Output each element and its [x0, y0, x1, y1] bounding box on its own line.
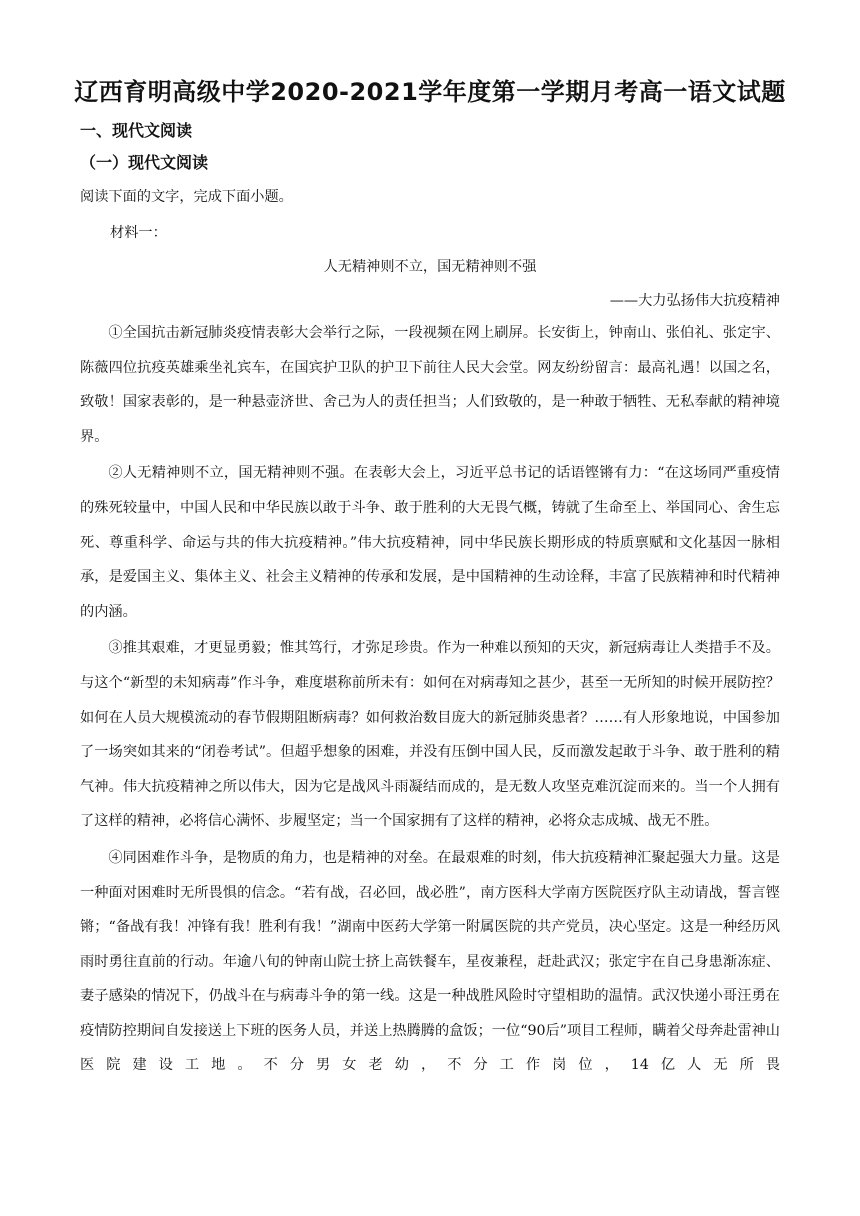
- article-body: [80, 316, 780, 1085]
- page-title: 辽西育明高级中学2020-2021学年度第一学期月考高一语文试题: [74, 78, 786, 106]
- paragraph-2: ②人无精神则不立，国无精神则不强。在表彰大会上，习近平总书记的话语铿锵有力：“在这场同严重疫情的殊死较量中，中国人民和中华民族以敢于斗争、敢于胜利的大无畏气概，铸就了生命至上、举国同心、舍生忘死、尊重科学、命运与共的伟大抗疫精神。”伟大抗疫精神，同中华民族长期形成的特质禀赋和文化基因一脉相承，是爱国主义、集体主义、社会主义精神的传承和发展，是中国精神的生动诠释，丰富了民族精神和时代精神的内涵。: [80, 465, 780, 620]
- paragraph-1: ①全国抗击新冠肺炎疫情表彰大会举行之际，一段视频在网上刷屏。长安街上，钟南山、张伯礼、张定宇、陈薇四位抗疫英雄乘坐礼宾车，在国宾护卫队的护卫下前往人民大会堂。网友纷纷留言：最高礼遇！以国之名，致敬！国家表彰的，是一种悬壶济世、舍己为人的责任担当；人们致敬的，是一种敢于牺牲、无私奉献的精神境界。: [80, 325, 780, 445]
- material-label: 材料一：: [110, 225, 167, 241]
- instruction-text: 阅读下面的文字，完成下面小题。: [80, 189, 293, 205]
- paragraph-4: ④同困难作斗争，是物质的角力，也是精神的对垒。在最艰难的时刻，伟大抗疫精神汇聚起强大力量。这是一种面对困难时无所畏惧的信念。“若有战，召必回，战必胜”，南方医科大学南方医院医疗队主动请战，誓言铿锵；“备战有我！冲锋有我！胜利有我！”湖南中医药大学第一附属医院的共产党员，决心坚定。这是一种经历风雨时勇往直前的行动。年逾八旬的钟南山院士挤上高铁餐车，星夜兼程，赶赴武汉；张定宇在自己身患渐冻症、妻子感染的情况下，仍战斗在与病毒斗争的第一线。这是一种战胜风险时守望相助的温情。武汉快递小哥汪勇在疫情防控期间自发接送上下班的医务人员，并送上热腾腾的盒饭；一位“90后”项目工程师，瞒着父母奔赴雷神山医院建设工地。不分男女老幼，不分工作岗位，14亿人无所畏: [80, 849, 780, 1074]
- paragraph-3: ③推其艰难，才更显勇毅；惟其笃行，才弥足珍贵。作为一种难以预知的天灾，新冠病毒让人类措手不及。与这个“新型的未知病毒”作斗争，难度堪称前所未有：如何在对病毒知之甚少，甚至一无所知的时候开展防控？如何在人员大规模流动的春节假期阻断病毒？如何救治数目庞大的新冠肺炎患者？……有人形象地说，中国参加了一场突如其来的“闭卷考试”。但超乎想象的困难，并没有压倒中国人民，反而激发起敢于斗争、敢于胜利的精气神。伟大抗疫精神之所以伟大，因为它是战风斗雨凝结而成的，是无数人攻坚克难沉淀而来的。当一个人拥有了这样的精神，必将信心满怀、步履坚定；当一个国家拥有了这样的精神，必将众志成城、战无不胜。: [80, 640, 780, 830]
- section-heading: 一、现代文阅读: [80, 121, 193, 140]
- subsection-heading: （一）现代文阅读: [80, 153, 209, 172]
- article-title: 人无精神则不立，国无精神则不强: [323, 259, 537, 275]
- article-byline: ——大力弘扬伟大抗疫精神: [609, 293, 780, 309]
